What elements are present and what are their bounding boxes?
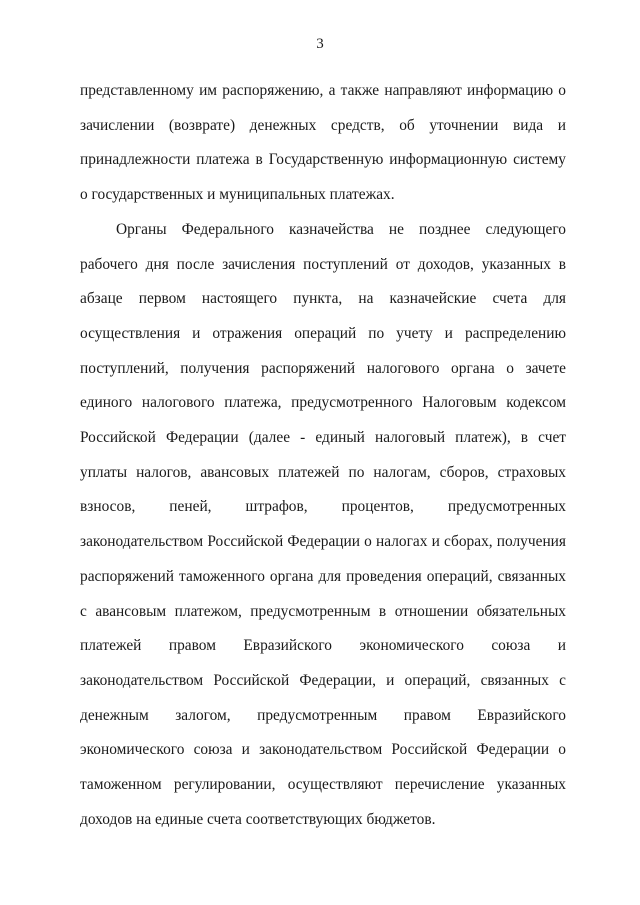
document-body [80,74,566,837]
paragraph-continuation: представленному им распоряжению, а также направляют информацию о зачислении (возврате) денежных средств, об уточнении вида и принадлежности платежа в Государственную информационную систему о государственных и муниципальных платежах. [80,82,566,204]
page-number: 3 [316,36,324,52]
paragraph-treasury-bodies: Органы Федерального казначейства не позднее следующего рабочего дня после зачисления поступлений от доходов, указанных в абзаце первом настоящего пункта, на казначейские счета для осуществления и отражения операций по учету и распределению поступлений, получения распоряжений налогового органа о зачете единого налогового платежа, предусмотренного Налоговым кодексом Российской Федерации (далее - единый налоговый платеж), в счет уплаты налогов, авансовых платежей по налогам, сборов, страховых взносов, пеней, штрафов, процентов, предусмотренных законодательством Российской Федерации о налогах и сборах, получения распоряжений таможенного органа для проведения операций, связанных с авансовым платежом, предусмотренным в отношении обязательных платежей правом Евразийского экономического союза и законодательством Российской Федерации, и операций, связанных с денежным залогом, предусмотренным правом Евразийского экономического союза и законодательством Российской Федерации о таможенном регулировании, осуществляют перечисление указанных доходов на единые счета соответствующих бюджетов. [80,220,566,828]
